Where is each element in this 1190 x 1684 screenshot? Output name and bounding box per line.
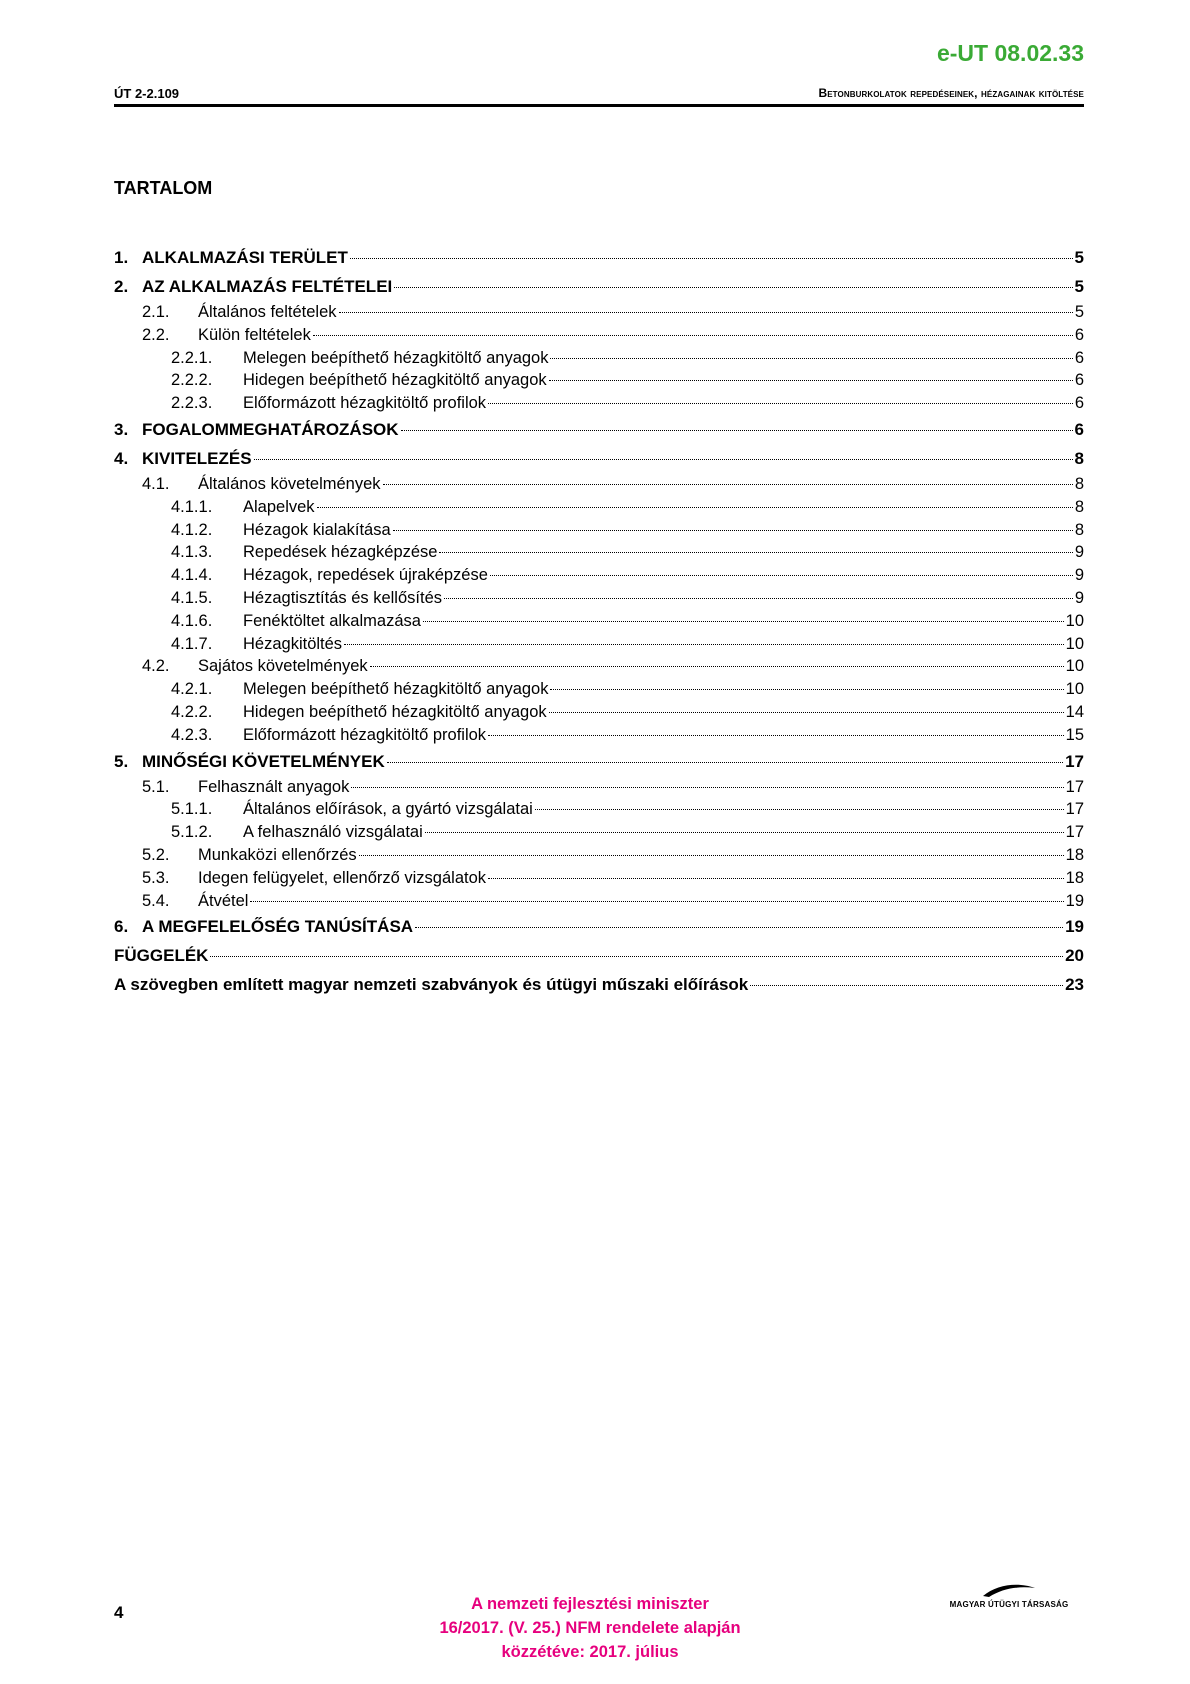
toc-entry-number: 4.2.3. [171, 725, 213, 744]
toc-entry-title: A szövegben említett magyar nemzeti szabványok és útügyi műszaki előírások [114, 975, 749, 995]
toc-entry-page: 15 [1065, 725, 1084, 744]
toc-entry-page: 6 [1074, 394, 1084, 413]
toc-entry-number: 1. [114, 248, 129, 267]
toc-entry[interactable] [114, 587, 1084, 610]
dot-leader [370, 666, 1064, 667]
toc-entry-title: ALKALMAZÁSI TERÜLET [142, 248, 348, 267]
publication-note [340, 1592, 840, 1664]
toc-entry-title: Általános feltételek [198, 303, 337, 321]
toc-entry-number: 4.1.7. [171, 634, 213, 653]
toc-entry[interactable] [114, 912, 1084, 941]
toc-entry-page: 9 [1074, 566, 1084, 585]
toc-entry[interactable] [114, 798, 1084, 821]
toc-entry-title: MINŐSÉGI KÖVETELMÉNYEK [142, 751, 385, 771]
toc-entry[interactable] [114, 347, 1084, 370]
toc-entry-number: 2.1. [142, 303, 170, 321]
toc-entry-page: 17 [1065, 823, 1084, 842]
dot-leader [351, 787, 1063, 788]
table-of-contents [114, 243, 1084, 999]
toc-entry-title: Sajátos követelmények [198, 657, 368, 676]
toc-entry-page: 17 [1065, 777, 1084, 796]
dot-leader [393, 530, 1073, 531]
toc-entry[interactable] [114, 844, 1084, 867]
toc-entry-title: Hézagok, repedések újraképzése [243, 566, 488, 585]
dot-leader [488, 403, 1073, 404]
dot-leader [387, 762, 1063, 763]
dot-leader [750, 985, 1063, 986]
toc-entry-page: 6 [1074, 348, 1084, 367]
toc-entry-page: 18 [1065, 868, 1084, 887]
dot-leader [549, 712, 1064, 713]
toc-entry[interactable] [114, 473, 1084, 496]
toc-entry[interactable] [114, 890, 1084, 913]
dot-leader [339, 312, 1073, 313]
dot-leader [415, 927, 1063, 928]
toc-entry[interactable] [114, 821, 1084, 844]
toc-entry-page: 8 [1074, 520, 1084, 539]
toc-entry-page: 5 [1074, 248, 1084, 267]
toc-entry[interactable] [114, 564, 1084, 587]
document-code: e-UT 08.02.33 [936, 40, 1084, 66]
toc-entry-title: Hézagkitöltés [243, 634, 343, 653]
toc-entry-title: Melegen beépíthető hézagkitöltő anyagok [243, 680, 549, 699]
dot-leader [444, 598, 1073, 599]
dot-leader [535, 809, 1064, 810]
dot-leader [254, 459, 1073, 460]
toc-entry-title: Melegen beépíthető hézagkitöltő anyagok [243, 348, 549, 367]
page-header [114, 84, 1084, 107]
dot-leader [350, 258, 1073, 259]
toc-entry-title: FÜGGELÉK [114, 946, 209, 966]
toc-entry-title: Alapelvek [243, 497, 315, 516]
toc-entry[interactable] [114, 633, 1084, 656]
toc-entry-page: 9 [1074, 543, 1084, 562]
dot-leader [549, 380, 1073, 381]
toc-entry-page: 5 [1074, 277, 1084, 296]
toc-entry-page: 8 [1074, 497, 1084, 516]
toc-title: TARTALOM [114, 178, 213, 198]
toc-entry-number: 4.2.2. [171, 702, 213, 721]
dot-leader [344, 644, 1064, 645]
toc-entry-title: Általános előírások, a gyártó vizsgálatai [243, 800, 533, 819]
toc-entry-number: 4.1.5. [171, 588, 213, 607]
toc-entry-title: KIVITELEZÉS [142, 448, 252, 468]
toc-entry-title: Repedések hézagképzése [243, 543, 438, 562]
toc-entry[interactable] [114, 747, 1084, 776]
toc-entry-page: 20 [1065, 946, 1084, 966]
toc-entry-page: 5 [1074, 303, 1084, 321]
toc-entry-number: 6. [114, 917, 129, 937]
toc-entry-number: 4.1.4. [171, 566, 213, 585]
toc-entry-number: 5.1.1. [171, 800, 213, 819]
toc-entry-page: 18 [1065, 845, 1084, 864]
toc-entry[interactable] [114, 724, 1084, 747]
dot-leader [425, 832, 1064, 833]
toc-entry-page: 17 [1065, 800, 1084, 819]
toc-entry-number: 2.2. [142, 325, 170, 344]
toc-entry[interactable] [114, 655, 1084, 678]
toc-entry-page: 23 [1065, 975, 1084, 995]
toc-entry-page: 10 [1065, 657, 1084, 676]
toc-entry-page: 9 [1074, 588, 1084, 607]
toc-entry-title: Hidegen beépíthető hézagkitöltő anyagok [243, 702, 547, 721]
toc-entry[interactable] [114, 415, 1084, 444]
dot-leader [401, 430, 1073, 431]
toc-entry-number: 4. [114, 448, 129, 468]
dot-leader [250, 901, 1063, 902]
toc-entry-number: 3. [114, 419, 129, 439]
toc-entry-title: Idegen felügyelet, ellenőrző vizsgálatok [198, 868, 487, 887]
toc-entry-title: AZ ALKALMAZÁS FELTÉTELEI [142, 277, 393, 296]
dot-leader [359, 855, 1064, 856]
toc-entry-number: 4.1.1. [171, 497, 213, 516]
toc-entry[interactable] [114, 941, 1084, 970]
toc-entry-page: 8 [1074, 474, 1084, 493]
publication-note-line: 16/2017. (V. 25.) NFM rendelete alapján [439, 1619, 741, 1637]
toc-entry-title: A MEGFELELŐSÉG TANÚSÍTÁSA [142, 917, 414, 937]
toc-entry-title: FOGALOMMEGHATÁROZÁSOK [142, 419, 399, 439]
toc-entry-number: 5.1. [142, 777, 170, 796]
toc-entry-title: Felhasznált anyagok [198, 777, 350, 796]
document-title: Betonburkolatok repedéseinek, hézagainak kitöltése [818, 86, 1084, 100]
toc-entry-number: 2.2.3. [171, 394, 213, 413]
toc-entry-number: 2. [114, 277, 129, 296]
toc-entry-page: 19 [1065, 917, 1084, 937]
toc-entry-title: Előformázott hézagkitöltő profilok [243, 725, 487, 744]
toc-entry-title: Fenéktöltet alkalmazása [243, 611, 421, 630]
toc-entry-page: 17 [1065, 751, 1084, 771]
toc-entry-number: 4.2. [142, 657, 170, 676]
toc-entry[interactable] [114, 867, 1084, 890]
toc-entry-number: 4.2.1. [171, 680, 213, 699]
toc-entry-page: 6 [1074, 371, 1084, 390]
page-number: 4 [114, 1603, 124, 1622]
dot-leader [394, 287, 1072, 288]
toc-entry-title: Külön feltételek [198, 325, 311, 344]
toc-entry[interactable] [114, 678, 1084, 701]
toc-entry[interactable] [114, 496, 1084, 519]
standard-number: ÚT 2-2.109 [114, 86, 180, 101]
toc-entry[interactable] [114, 243, 1084, 272]
toc-entry-page: 8 [1074, 448, 1084, 468]
toc-entry[interactable] [114, 272, 1084, 301]
toc-entry-number: 4.1.6. [171, 611, 213, 630]
toc-entry-title: Hézagtisztítás és kellősítés [243, 588, 442, 607]
logo-text: MAGYAR ÚTÜGYI TÁRSASÁG [949, 1600, 1069, 1609]
toc-entry-title: Átvétel [198, 891, 249, 910]
dot-leader [423, 621, 1064, 622]
toc-entry[interactable] [114, 301, 1084, 324]
dot-leader [317, 507, 1073, 508]
toc-entry[interactable] [114, 541, 1084, 564]
publication-note-line: A nemzeti fejlesztési miniszter [471, 1595, 709, 1613]
dot-leader [488, 878, 1064, 879]
toc-entry-number: 5.4. [142, 891, 170, 910]
dot-leader [488, 735, 1064, 736]
toc-entry[interactable] [114, 610, 1084, 633]
toc-entry-page: 6 [1074, 419, 1084, 439]
toc-entry[interactable] [114, 324, 1084, 347]
toc-entry-title: Hézagok kialakítása [243, 520, 391, 539]
dot-leader [383, 484, 1073, 485]
toc-entry-number: 2.2.1. [171, 348, 213, 367]
toc-entry-number: 5. [114, 751, 129, 771]
toc-entry-title: Hidegen beépíthető hézagkitöltő anyagok [243, 371, 547, 390]
toc-entry-page: 6 [1074, 325, 1084, 344]
road-swoosh-icon [979, 1582, 1039, 1598]
toc-entry[interactable] [114, 392, 1084, 415]
toc-entry-number: 5.2. [142, 845, 170, 864]
toc-entry[interactable] [114, 369, 1084, 392]
toc-entry[interactable] [114, 519, 1084, 542]
toc-entry-page: 10 [1065, 680, 1084, 699]
toc-entry[interactable] [114, 444, 1084, 473]
toc-entry-number: 5.1.2. [171, 823, 213, 842]
dot-leader [490, 575, 1073, 576]
dot-leader [210, 956, 1063, 957]
toc-entry-number: 4.1.2. [171, 520, 213, 539]
toc-entry[interactable] [114, 970, 1084, 999]
toc-entry-title: Munkaközi ellenőrzés [198, 845, 357, 864]
toc-entry-page: 10 [1065, 611, 1084, 630]
dot-leader [313, 335, 1073, 336]
dot-leader [550, 689, 1063, 690]
toc-entry-page: 19 [1065, 891, 1084, 910]
publication-note-line: közzétéve: 2017. július [501, 1643, 679, 1661]
dot-leader [550, 358, 1072, 359]
toc-entry[interactable] [114, 776, 1084, 799]
toc-entry-title: Előformázott hézagkitöltő profilok [243, 394, 487, 413]
toc-entry-page: 10 [1065, 634, 1084, 653]
toc-entry-title: Általános követelmények [198, 474, 381, 493]
toc-entry-page: 14 [1065, 702, 1084, 721]
toc-entry-number: 5.3. [142, 868, 170, 887]
dot-leader [439, 552, 1072, 553]
toc-entry-number: 2.2.2. [171, 371, 213, 390]
toc-entry-number: 4.1. [142, 474, 170, 493]
society-logo [934, 1582, 1084, 1622]
toc-entry[interactable] [114, 701, 1084, 724]
toc-entry-number: 4.1.3. [171, 543, 213, 562]
toc-entry-title: A felhasználó vizsgálatai [243, 823, 423, 842]
